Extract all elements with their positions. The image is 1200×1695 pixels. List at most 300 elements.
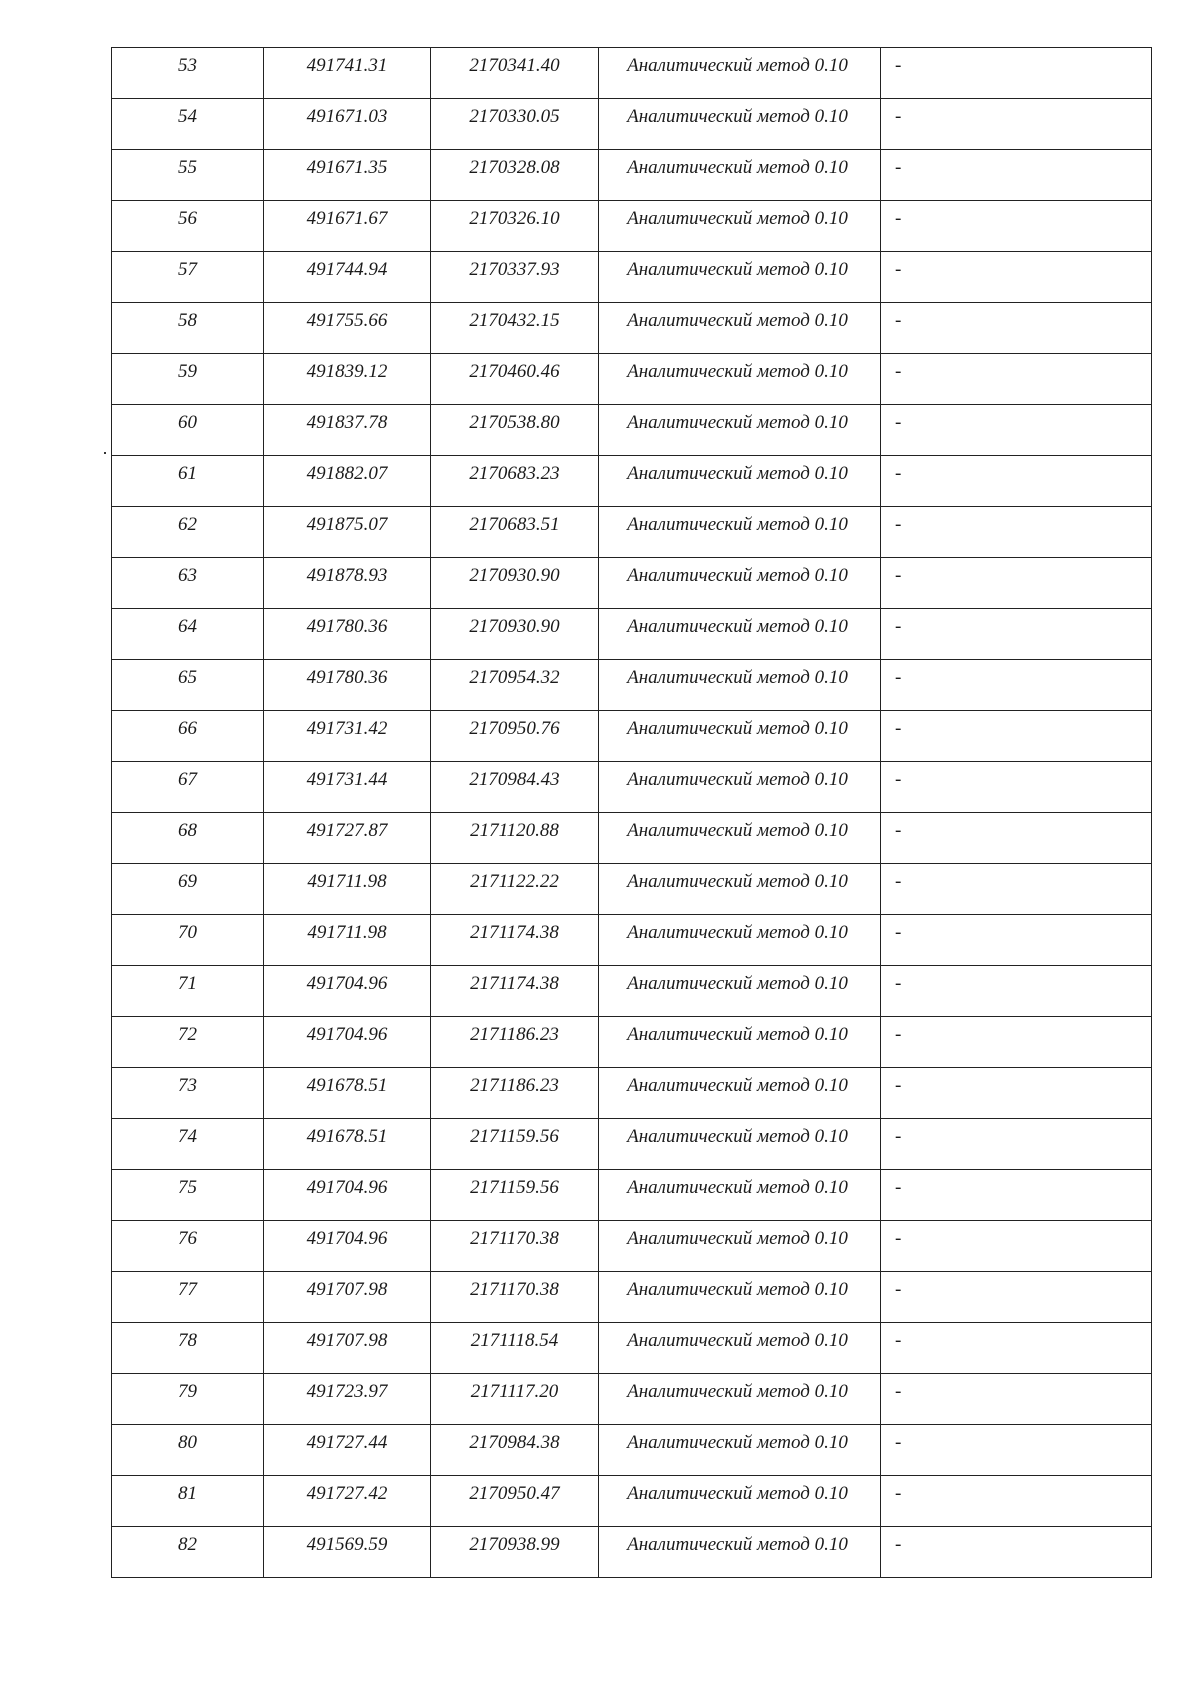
point-number-cell xyxy=(112,1527,264,1578)
y-coordinate-cell xyxy=(431,252,599,303)
point-number-cell xyxy=(112,1068,264,1119)
method-cell xyxy=(599,609,881,660)
x-coordinate-text: 491731.44 xyxy=(306,769,388,790)
note-cell xyxy=(881,1221,1152,1272)
method-text: Аналитический метод 0.10 xyxy=(627,412,848,433)
point-number-text: 70 xyxy=(178,922,197,943)
note-cell xyxy=(881,1119,1152,1170)
point-number-text: 73 xyxy=(178,1075,197,1096)
method-text: Аналитический метод 0.10 xyxy=(627,1126,848,1147)
method-cell xyxy=(599,1323,881,1374)
method-text: Аналитический метод 0.10 xyxy=(627,1534,848,1555)
table-row xyxy=(112,456,1152,507)
x-coordinate-cell xyxy=(264,915,431,966)
table-row xyxy=(112,813,1152,864)
point-number-text: 76 xyxy=(178,1228,197,1249)
note-cell xyxy=(881,405,1152,456)
table-row xyxy=(112,1374,1152,1425)
point-number-cell xyxy=(112,252,264,303)
y-coordinate-cell xyxy=(431,813,599,864)
x-coordinate-text: 491755.66 xyxy=(306,310,388,331)
point-number-text: 60 xyxy=(178,412,197,433)
table-row xyxy=(112,354,1152,405)
x-coordinate-cell xyxy=(264,1476,431,1527)
x-coordinate-cell xyxy=(264,1323,431,1374)
table-row xyxy=(112,1068,1152,1119)
table-row xyxy=(112,507,1152,558)
method-cell xyxy=(599,1017,881,1068)
y-coordinate-cell xyxy=(431,456,599,507)
y-coordinate-cell xyxy=(431,405,599,456)
x-coordinate-text: 491727.42 xyxy=(306,1483,388,1504)
point-number-cell xyxy=(112,48,264,99)
method-text: Аналитический метод 0.10 xyxy=(627,820,848,841)
x-coordinate-text: 491704.96 xyxy=(306,973,388,994)
y-coordinate-text: 2171159.56 xyxy=(470,1177,559,1198)
y-coordinate-cell xyxy=(431,507,599,558)
point-number-text: 63 xyxy=(178,565,197,586)
note-cell xyxy=(881,456,1152,507)
method-text: Аналитический метод 0.10 xyxy=(627,55,848,76)
y-coordinate-text: 2170683.23 xyxy=(469,463,560,484)
note-text: - xyxy=(895,361,902,382)
method-text: Аналитический метод 0.10 xyxy=(627,667,848,688)
point-number-cell xyxy=(112,558,264,609)
method-text: Аналитический метод 0.10 xyxy=(627,106,848,127)
note-cell xyxy=(881,303,1152,354)
x-coordinate-cell xyxy=(264,1068,431,1119)
x-coordinate-text: 491878.93 xyxy=(306,565,388,586)
point-number-text: 64 xyxy=(178,616,197,637)
point-number-cell xyxy=(112,507,264,558)
y-coordinate-cell xyxy=(431,48,599,99)
note-cell xyxy=(881,660,1152,711)
method-cell xyxy=(599,48,881,99)
y-coordinate-cell xyxy=(431,1068,599,1119)
y-coordinate-cell xyxy=(431,1323,599,1374)
note-cell xyxy=(881,507,1152,558)
y-coordinate-text: 2170683.51 xyxy=(469,514,560,535)
x-coordinate-text: 491707.98 xyxy=(306,1279,388,1300)
method-cell xyxy=(599,150,881,201)
point-number-cell xyxy=(112,354,264,405)
point-number-cell xyxy=(112,609,264,660)
note-cell xyxy=(881,813,1152,864)
x-coordinate-text: 491678.51 xyxy=(306,1126,388,1147)
point-number-cell xyxy=(112,915,264,966)
x-coordinate-cell xyxy=(264,507,431,558)
x-coordinate-cell xyxy=(264,354,431,405)
method-cell xyxy=(599,507,881,558)
point-number-text: 80 xyxy=(178,1432,197,1453)
x-coordinate-cell xyxy=(264,966,431,1017)
y-coordinate-text: 2170938.99 xyxy=(469,1534,560,1555)
y-coordinate-cell xyxy=(431,966,599,1017)
table-row xyxy=(112,558,1152,609)
y-coordinate-text: 2170341.40 xyxy=(469,55,560,76)
x-coordinate-text: 491839.12 xyxy=(306,361,388,382)
x-coordinate-text: 491711.98 xyxy=(307,871,387,892)
note-cell xyxy=(881,1374,1152,1425)
x-coordinate-cell xyxy=(264,1374,431,1425)
y-coordinate-text: 2170538.80 xyxy=(469,412,560,433)
note-text: - xyxy=(895,769,902,790)
y-coordinate-text: 2170330.05 xyxy=(469,106,560,127)
point-number-cell xyxy=(112,864,264,915)
point-number-cell xyxy=(112,1221,264,1272)
point-number-cell xyxy=(112,201,264,252)
x-coordinate-cell xyxy=(264,252,431,303)
x-coordinate-text: 491707.98 xyxy=(306,1330,388,1351)
y-coordinate-text: 2171117.20 xyxy=(470,1381,559,1402)
x-coordinate-cell xyxy=(264,1221,431,1272)
x-coordinate-cell xyxy=(264,1425,431,1476)
note-cell xyxy=(881,966,1152,1017)
table-row xyxy=(112,660,1152,711)
y-coordinate-text: 2170326.10 xyxy=(469,208,560,229)
y-coordinate-text: 2170337.93 xyxy=(469,259,560,280)
note-text: - xyxy=(895,310,902,331)
method-text: Аналитический метод 0.10 xyxy=(627,1330,848,1351)
point-number-cell xyxy=(112,813,264,864)
y-coordinate-cell xyxy=(431,660,599,711)
method-text: Аналитический метод 0.10 xyxy=(627,310,848,331)
note-cell xyxy=(881,915,1152,966)
note-cell xyxy=(881,252,1152,303)
method-cell xyxy=(599,558,881,609)
point-number-text: 79 xyxy=(178,1381,197,1402)
method-text: Аналитический метод 0.10 xyxy=(627,922,848,943)
point-number-cell xyxy=(112,99,264,150)
method-cell xyxy=(599,252,881,303)
note-text: - xyxy=(895,1177,902,1198)
table-row xyxy=(112,252,1152,303)
x-coordinate-text: 491704.96 xyxy=(306,1228,388,1249)
method-text: Аналитический метод 0.10 xyxy=(627,769,848,790)
y-coordinate-text: 2170950.47 xyxy=(469,1483,560,1504)
y-coordinate-cell xyxy=(431,150,599,201)
note-text: - xyxy=(895,616,902,637)
y-coordinate-cell xyxy=(431,864,599,915)
point-number-text: 57 xyxy=(178,259,197,280)
method-text: Аналитический метод 0.10 xyxy=(627,514,848,535)
y-coordinate-text: 2170950.76 xyxy=(469,718,560,739)
method-cell xyxy=(599,966,881,1017)
method-text: Аналитический метод 0.10 xyxy=(627,616,848,637)
x-coordinate-text: 491671.67 xyxy=(306,208,388,229)
method-text: Аналитический метод 0.10 xyxy=(627,973,848,994)
y-coordinate-text: 2171174.38 xyxy=(470,973,559,994)
y-coordinate-text: 2171170.38 xyxy=(470,1279,559,1300)
x-coordinate-cell xyxy=(264,864,431,915)
y-coordinate-cell xyxy=(431,1425,599,1476)
point-number-cell xyxy=(112,1017,264,1068)
y-coordinate-text: 2171174.38 xyxy=(470,922,559,943)
note-text: - xyxy=(895,973,902,994)
point-number-text: 75 xyxy=(178,1177,197,1198)
point-number-cell xyxy=(112,711,264,762)
method-cell xyxy=(599,660,881,711)
x-coordinate-text: 491780.36 xyxy=(306,667,388,688)
x-coordinate-cell xyxy=(264,1119,431,1170)
note-cell xyxy=(881,1170,1152,1221)
note-text: - xyxy=(895,208,902,229)
point-number-cell xyxy=(112,1374,264,1425)
note-text: - xyxy=(895,106,902,127)
note-text: - xyxy=(895,1432,902,1453)
y-coordinate-text: 2170460.46 xyxy=(469,361,560,382)
note-cell xyxy=(881,1068,1152,1119)
method-text: Аналитический метод 0.10 xyxy=(627,871,848,892)
table-row xyxy=(112,99,1152,150)
y-coordinate-cell xyxy=(431,1272,599,1323)
table-row xyxy=(112,201,1152,252)
y-coordinate-cell xyxy=(431,201,599,252)
point-number-text: 67 xyxy=(178,769,197,790)
method-cell xyxy=(599,1527,881,1578)
y-coordinate-cell xyxy=(431,711,599,762)
table-body xyxy=(112,48,1152,1578)
method-cell xyxy=(599,1476,881,1527)
note-cell xyxy=(881,48,1152,99)
x-coordinate-cell xyxy=(264,1170,431,1221)
y-coordinate-cell xyxy=(431,1221,599,1272)
method-cell xyxy=(599,99,881,150)
x-coordinate-cell xyxy=(264,303,431,354)
y-coordinate-text: 2171159.56 xyxy=(470,1126,559,1147)
note-text: - xyxy=(895,565,902,586)
note-text: - xyxy=(895,1381,902,1402)
y-coordinate-cell xyxy=(431,99,599,150)
y-coordinate-text: 2171170.38 xyxy=(470,1228,559,1249)
x-coordinate-text: 491727.87 xyxy=(306,820,388,841)
y-coordinate-text: 2170984.43 xyxy=(469,769,560,790)
point-number-cell xyxy=(112,660,264,711)
note-cell xyxy=(881,1425,1152,1476)
table-row xyxy=(112,48,1152,99)
x-coordinate-cell xyxy=(264,405,431,456)
x-coordinate-text: 491671.03 xyxy=(306,106,388,127)
note-text: - xyxy=(895,463,902,484)
x-coordinate-cell xyxy=(264,99,431,150)
y-coordinate-cell xyxy=(431,915,599,966)
note-cell xyxy=(881,1476,1152,1527)
note-cell xyxy=(881,1272,1152,1323)
point-number-text: 56 xyxy=(178,208,197,229)
point-number-cell xyxy=(112,1476,264,1527)
method-text: Аналитический метод 0.10 xyxy=(627,1381,848,1402)
note-cell xyxy=(881,762,1152,813)
note-text: - xyxy=(895,157,902,178)
note-text: - xyxy=(895,1075,902,1096)
x-coordinate-text: 491731.42 xyxy=(306,718,388,739)
note-text: - xyxy=(895,1228,902,1249)
point-number-cell xyxy=(112,1119,264,1170)
note-text: - xyxy=(895,1126,902,1147)
point-number-text: 66 xyxy=(178,718,197,739)
method-cell xyxy=(599,864,881,915)
table-row xyxy=(112,405,1152,456)
point-number-text: 62 xyxy=(178,514,197,535)
x-coordinate-cell xyxy=(264,1527,431,1578)
x-coordinate-cell xyxy=(264,1017,431,1068)
point-number-cell xyxy=(112,1170,264,1221)
table-row xyxy=(112,1527,1152,1578)
table-row xyxy=(112,150,1152,201)
method-cell xyxy=(599,1170,881,1221)
y-coordinate-text: 2170930.90 xyxy=(469,565,560,586)
method-text: Аналитический метод 0.10 xyxy=(627,1177,848,1198)
point-number-text: 72 xyxy=(178,1024,197,1045)
table-row xyxy=(112,1425,1152,1476)
table-row xyxy=(112,966,1152,1017)
point-number-text: 55 xyxy=(178,157,197,178)
note-text: - xyxy=(895,514,902,535)
point-number-cell xyxy=(112,1272,264,1323)
x-coordinate-text: 491837.78 xyxy=(306,412,388,433)
note-cell xyxy=(881,99,1152,150)
y-coordinate-cell xyxy=(431,1527,599,1578)
x-coordinate-cell xyxy=(264,1272,431,1323)
x-coordinate-cell xyxy=(264,456,431,507)
point-number-cell xyxy=(112,1425,264,1476)
y-coordinate-text: 2171186.23 xyxy=(470,1075,559,1096)
method-text: Аналитический метод 0.10 xyxy=(627,1432,848,1453)
note-cell xyxy=(881,150,1152,201)
x-coordinate-cell xyxy=(264,711,431,762)
method-text: Аналитический метод 0.10 xyxy=(627,463,848,484)
y-coordinate-cell xyxy=(431,303,599,354)
method-cell xyxy=(599,1221,881,1272)
table-row xyxy=(112,1272,1152,1323)
table-row xyxy=(112,711,1152,762)
method-text: Аналитический метод 0.10 xyxy=(627,208,848,229)
note-text: - xyxy=(895,55,902,76)
point-number-cell xyxy=(112,150,264,201)
note-cell xyxy=(881,864,1152,915)
note-text: - xyxy=(895,1534,902,1555)
note-cell xyxy=(881,1323,1152,1374)
y-coordinate-cell xyxy=(431,354,599,405)
note-text: - xyxy=(895,1330,902,1351)
table-row xyxy=(112,1017,1152,1068)
method-text: Аналитический метод 0.10 xyxy=(627,718,848,739)
point-number-text: 81 xyxy=(178,1483,197,1504)
x-coordinate-text: 491875.07 xyxy=(306,514,388,535)
y-coordinate-text: 2171122.22 xyxy=(470,871,559,892)
method-text: Аналитический метод 0.10 xyxy=(627,1024,848,1045)
point-number-text: 58 xyxy=(178,310,197,331)
x-coordinate-text: 491723.97 xyxy=(306,1381,388,1402)
point-number-text: 61 xyxy=(178,463,197,484)
method-text: Аналитический метод 0.10 xyxy=(627,157,848,178)
note-cell xyxy=(881,609,1152,660)
table-row xyxy=(112,915,1152,966)
point-number-text: 68 xyxy=(178,820,197,841)
point-number-cell xyxy=(112,456,264,507)
note-text: - xyxy=(895,820,902,841)
y-coordinate-cell xyxy=(431,1374,599,1425)
y-coordinate-text: 2170328.08 xyxy=(469,157,560,178)
y-coordinate-cell xyxy=(431,1119,599,1170)
method-text: Аналитический метод 0.10 xyxy=(627,1075,848,1096)
table-row xyxy=(112,762,1152,813)
x-coordinate-text: 491711.98 xyxy=(307,922,387,943)
note-cell xyxy=(881,1527,1152,1578)
x-coordinate-text: 491671.35 xyxy=(306,157,388,178)
note-text: - xyxy=(895,922,902,943)
y-coordinate-cell xyxy=(431,558,599,609)
x-coordinate-text: 491744.94 xyxy=(306,259,388,280)
table-row xyxy=(112,1221,1152,1272)
x-coordinate-text: 491704.96 xyxy=(306,1024,388,1045)
note-text: - xyxy=(895,667,902,688)
point-number-cell xyxy=(112,762,264,813)
x-coordinate-text: 491678.51 xyxy=(306,1075,388,1096)
x-coordinate-cell xyxy=(264,558,431,609)
note-text: - xyxy=(895,259,902,280)
coordinates-table-container xyxy=(111,47,1151,1578)
method-text: Аналитический метод 0.10 xyxy=(627,361,848,382)
method-cell xyxy=(599,201,881,252)
note-text: - xyxy=(895,412,902,433)
method-text: Аналитический метод 0.10 xyxy=(627,259,848,280)
method-cell xyxy=(599,354,881,405)
y-coordinate-cell xyxy=(431,762,599,813)
point-number-text: 54 xyxy=(178,106,197,127)
y-coordinate-text: 2170930.90 xyxy=(469,616,560,637)
point-number-text: 71 xyxy=(178,973,197,994)
point-number-text: 59 xyxy=(178,361,197,382)
point-number-text: 69 xyxy=(178,871,197,892)
y-coordinate-text: 2171186.23 xyxy=(470,1024,559,1045)
method-cell xyxy=(599,1068,881,1119)
method-text: Аналитический метод 0.10 xyxy=(627,1228,848,1249)
coordinates-table xyxy=(111,47,1152,1578)
method-cell xyxy=(599,303,881,354)
method-text: Аналитический метод 0.10 xyxy=(627,1483,848,1504)
x-coordinate-text: 491569.59 xyxy=(306,1534,388,1555)
point-number-text: 74 xyxy=(178,1126,197,1147)
x-coordinate-cell xyxy=(264,48,431,99)
table-row xyxy=(112,1170,1152,1221)
point-number-text: 78 xyxy=(178,1330,197,1351)
x-coordinate-cell xyxy=(264,813,431,864)
x-coordinate-cell xyxy=(264,150,431,201)
point-number-text: 65 xyxy=(178,667,197,688)
point-number-cell xyxy=(112,966,264,1017)
note-text: - xyxy=(895,1279,902,1300)
y-coordinate-cell xyxy=(431,609,599,660)
x-coordinate-text: 491727.44 xyxy=(306,1432,388,1453)
table-row xyxy=(112,1119,1152,1170)
y-coordinate-cell xyxy=(431,1017,599,1068)
x-coordinate-cell xyxy=(264,762,431,813)
table-row xyxy=(112,609,1152,660)
method-cell xyxy=(599,711,881,762)
point-number-cell xyxy=(112,303,264,354)
method-cell xyxy=(599,1425,881,1476)
note-text: - xyxy=(895,871,902,892)
note-text: - xyxy=(895,1024,902,1045)
scan-speck xyxy=(104,452,106,454)
x-coordinate-text: 491780.36 xyxy=(306,616,388,637)
method-cell xyxy=(599,405,881,456)
y-coordinate-text: 2170984.38 xyxy=(469,1432,560,1453)
point-number-cell xyxy=(112,405,264,456)
x-coordinate-cell xyxy=(264,609,431,660)
table-row xyxy=(112,1476,1152,1527)
